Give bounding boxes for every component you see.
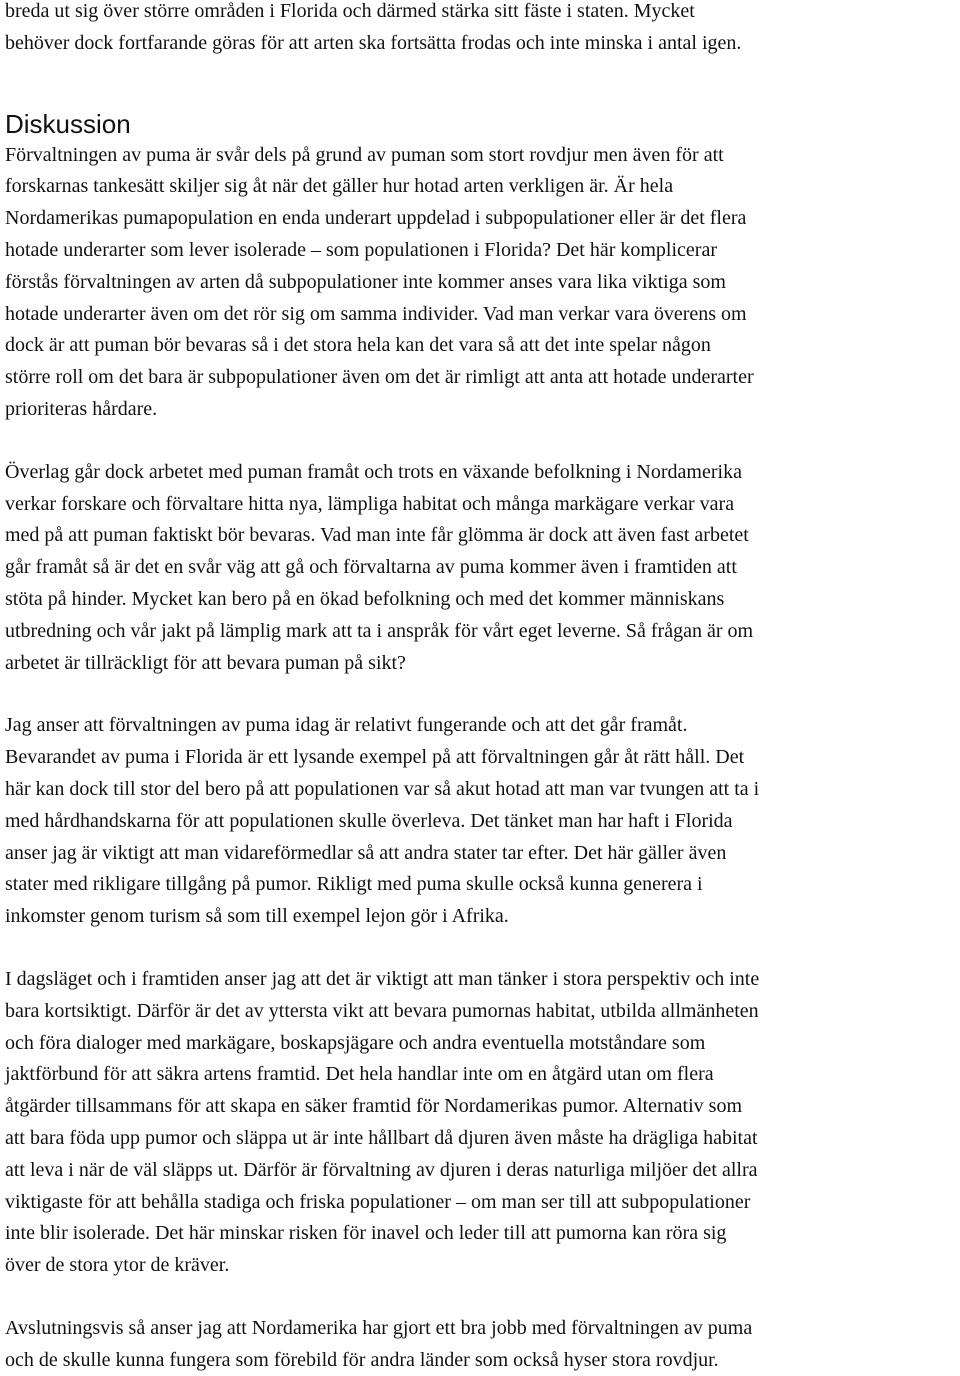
text-line: inte blir isolerade. Det här minskar risken för inavel och leder till att pumorna kan röra sig <box>5 1222 727 1245</box>
text-line: arbetet är tillräckligt för att bevara puman på sikt? <box>5 651 406 674</box>
text-line: Jag anser att förvaltningen av puma idag är relativt fungerande och att det går framåt. <box>5 714 688 737</box>
paragraph-1 <box>5 140 957 426</box>
text-line: forskarnas tankesätt skiljer sig åt när det gäller hur hotad arten verkligen är. Är hela <box>5 175 674 198</box>
text-line: dock är att puman bör bevaras så i det stora hela kan det vara så att det inte spelar någon <box>5 334 711 357</box>
text-line: större roll om det bara är subpopulationer även om det är rimligt att anta att hotade underarter <box>5 366 754 389</box>
text-line: Förvaltningen av puma är svår dels på grund av puman som stort rovdjur men även för att <box>5 143 724 166</box>
text-line: och de skulle kunna fungera som förebild för andra länder som också hyser stora rovdjur. <box>5 1348 719 1371</box>
text-line: verkar forskare och förvaltare hitta nya, lämpliga habitat och många markägare verkar vara <box>5 492 735 515</box>
text-line: förstås förvaltningen av arten då subpopulationer inte kommer anses vara lika viktiga som <box>5 270 726 293</box>
paragraph-5 <box>5 1313 957 1376</box>
text-line: bara kortsiktigt. Därför är det av yttersta vikt att bevara pumornas habitat, utbilda allmänheten <box>5 999 759 1022</box>
spacer <box>5 426 957 457</box>
text-line: går framåt så är det en svår väg att gå och förvaltarna av puma kommer även i framtiden att <box>5 556 737 579</box>
text-line: hotade underarter som lever isolerade – som populationen i Florida? Det här komplicerar <box>5 238 717 261</box>
text-line: med på att puman faktiskt bör bevaras. Vad man inte får glömma är dock att även fast arbetet <box>5 524 749 547</box>
text-line: att bara föda upp pumor och släppa ut är inte hållbart då djuren även måste ha drägliga habitat <box>5 1126 758 1149</box>
text-line: prioriteras hårdare. <box>5 397 158 420</box>
paragraph-3 <box>5 710 957 933</box>
text-line: stater med rikligare tillgång på pumor. Rikligt med puma skulle också kunna generera i <box>5 873 703 896</box>
text-line: inkomster genom turism så som till exempel lejon gör i Afrika. <box>5 905 509 928</box>
text-line: och föra dialoger med markägare, boskapsjägare och andra eventuella motståndare som <box>5 1031 706 1054</box>
spacer <box>5 933 957 964</box>
text-line: åtgärder tillsammans för att skapa en säker framtid för Nordamerikas pumor. Alternativ som <box>5 1095 743 1118</box>
text-line: viktigaste för att behålla stadiga och friska populationer – om man ser till att subpopulationer <box>5 1190 751 1213</box>
spacer <box>5 679 957 710</box>
text-line: anser jag är viktigt att man vidareförmedlar så att andra stater tar efter. Det här gäller även <box>5 841 727 864</box>
text-line: hotade underarter även om det rör sig om samma individer. Vad man verkar vara överens om <box>5 302 747 325</box>
document-page <box>5 0 957 1376</box>
paragraph-2 <box>5 457 957 680</box>
paragraph-4 <box>5 964 957 1282</box>
text-line: Överlag går dock arbetet med puman framåt och trots en växande befolkning i Nordamerika <box>5 460 742 483</box>
section-heading: Diskussion <box>5 108 131 139</box>
text-line: att leva i när de väl släpps ut. Därför är förvaltning av djuren i deras naturliga miljöer det allra <box>5 1158 758 1181</box>
text-line: Nordamerikas pumapopulation en enda underart uppdelad i subpopulationer eller är det flera <box>5 207 747 230</box>
text-line: här kan dock till stor del bero på att populationen var så akut hotad att man var tvungen att ta i <box>5 777 760 800</box>
text-line: över de stora ytor de kräver. <box>5 1254 230 1277</box>
text-line: jaktförbund för att säkra artens framtid. Det hela handlar inte om en åtgärd utan om flera <box>5 1063 714 1086</box>
intro-paragraph <box>5 0 957 60</box>
text-line: stöta på hinder. Mycket kan bero på en ökad befolkning och med det kommer människans <box>5 587 725 610</box>
text-line: med hårdhandskarna för att populationen skulle överleva. Det tänket man har haft i Florida <box>5 809 733 832</box>
text-line: I dagsläget och i framtiden anser jag att det är viktigt att man tänker i stora perspektiv och inte <box>5 967 760 990</box>
spacer <box>5 1282 957 1313</box>
spacer <box>5 60 957 108</box>
text-line: breda ut sig över större områden i Florida och därmed stärka sitt fäste i staten. Mycket <box>5 0 695 22</box>
text-line: behöver dock fortfarande göras för att arten ska fortsätta frodas och inte minska i antal igen. <box>5 31 742 54</box>
text-line: Avslutningsvis så anser jag att Nordamerika har gjort ett bra jobb med förvaltningen av puma <box>5 1316 753 1339</box>
text-line: Bevarandet av puma i Florida är ett lysande exempel på att förvaltningen går åt rätt håll. Det <box>5 746 745 769</box>
text-line: utbredning och vår jakt på lämplig mark att ta i anspråk för vårt eget leverne. Så frågan är om <box>5 619 754 642</box>
